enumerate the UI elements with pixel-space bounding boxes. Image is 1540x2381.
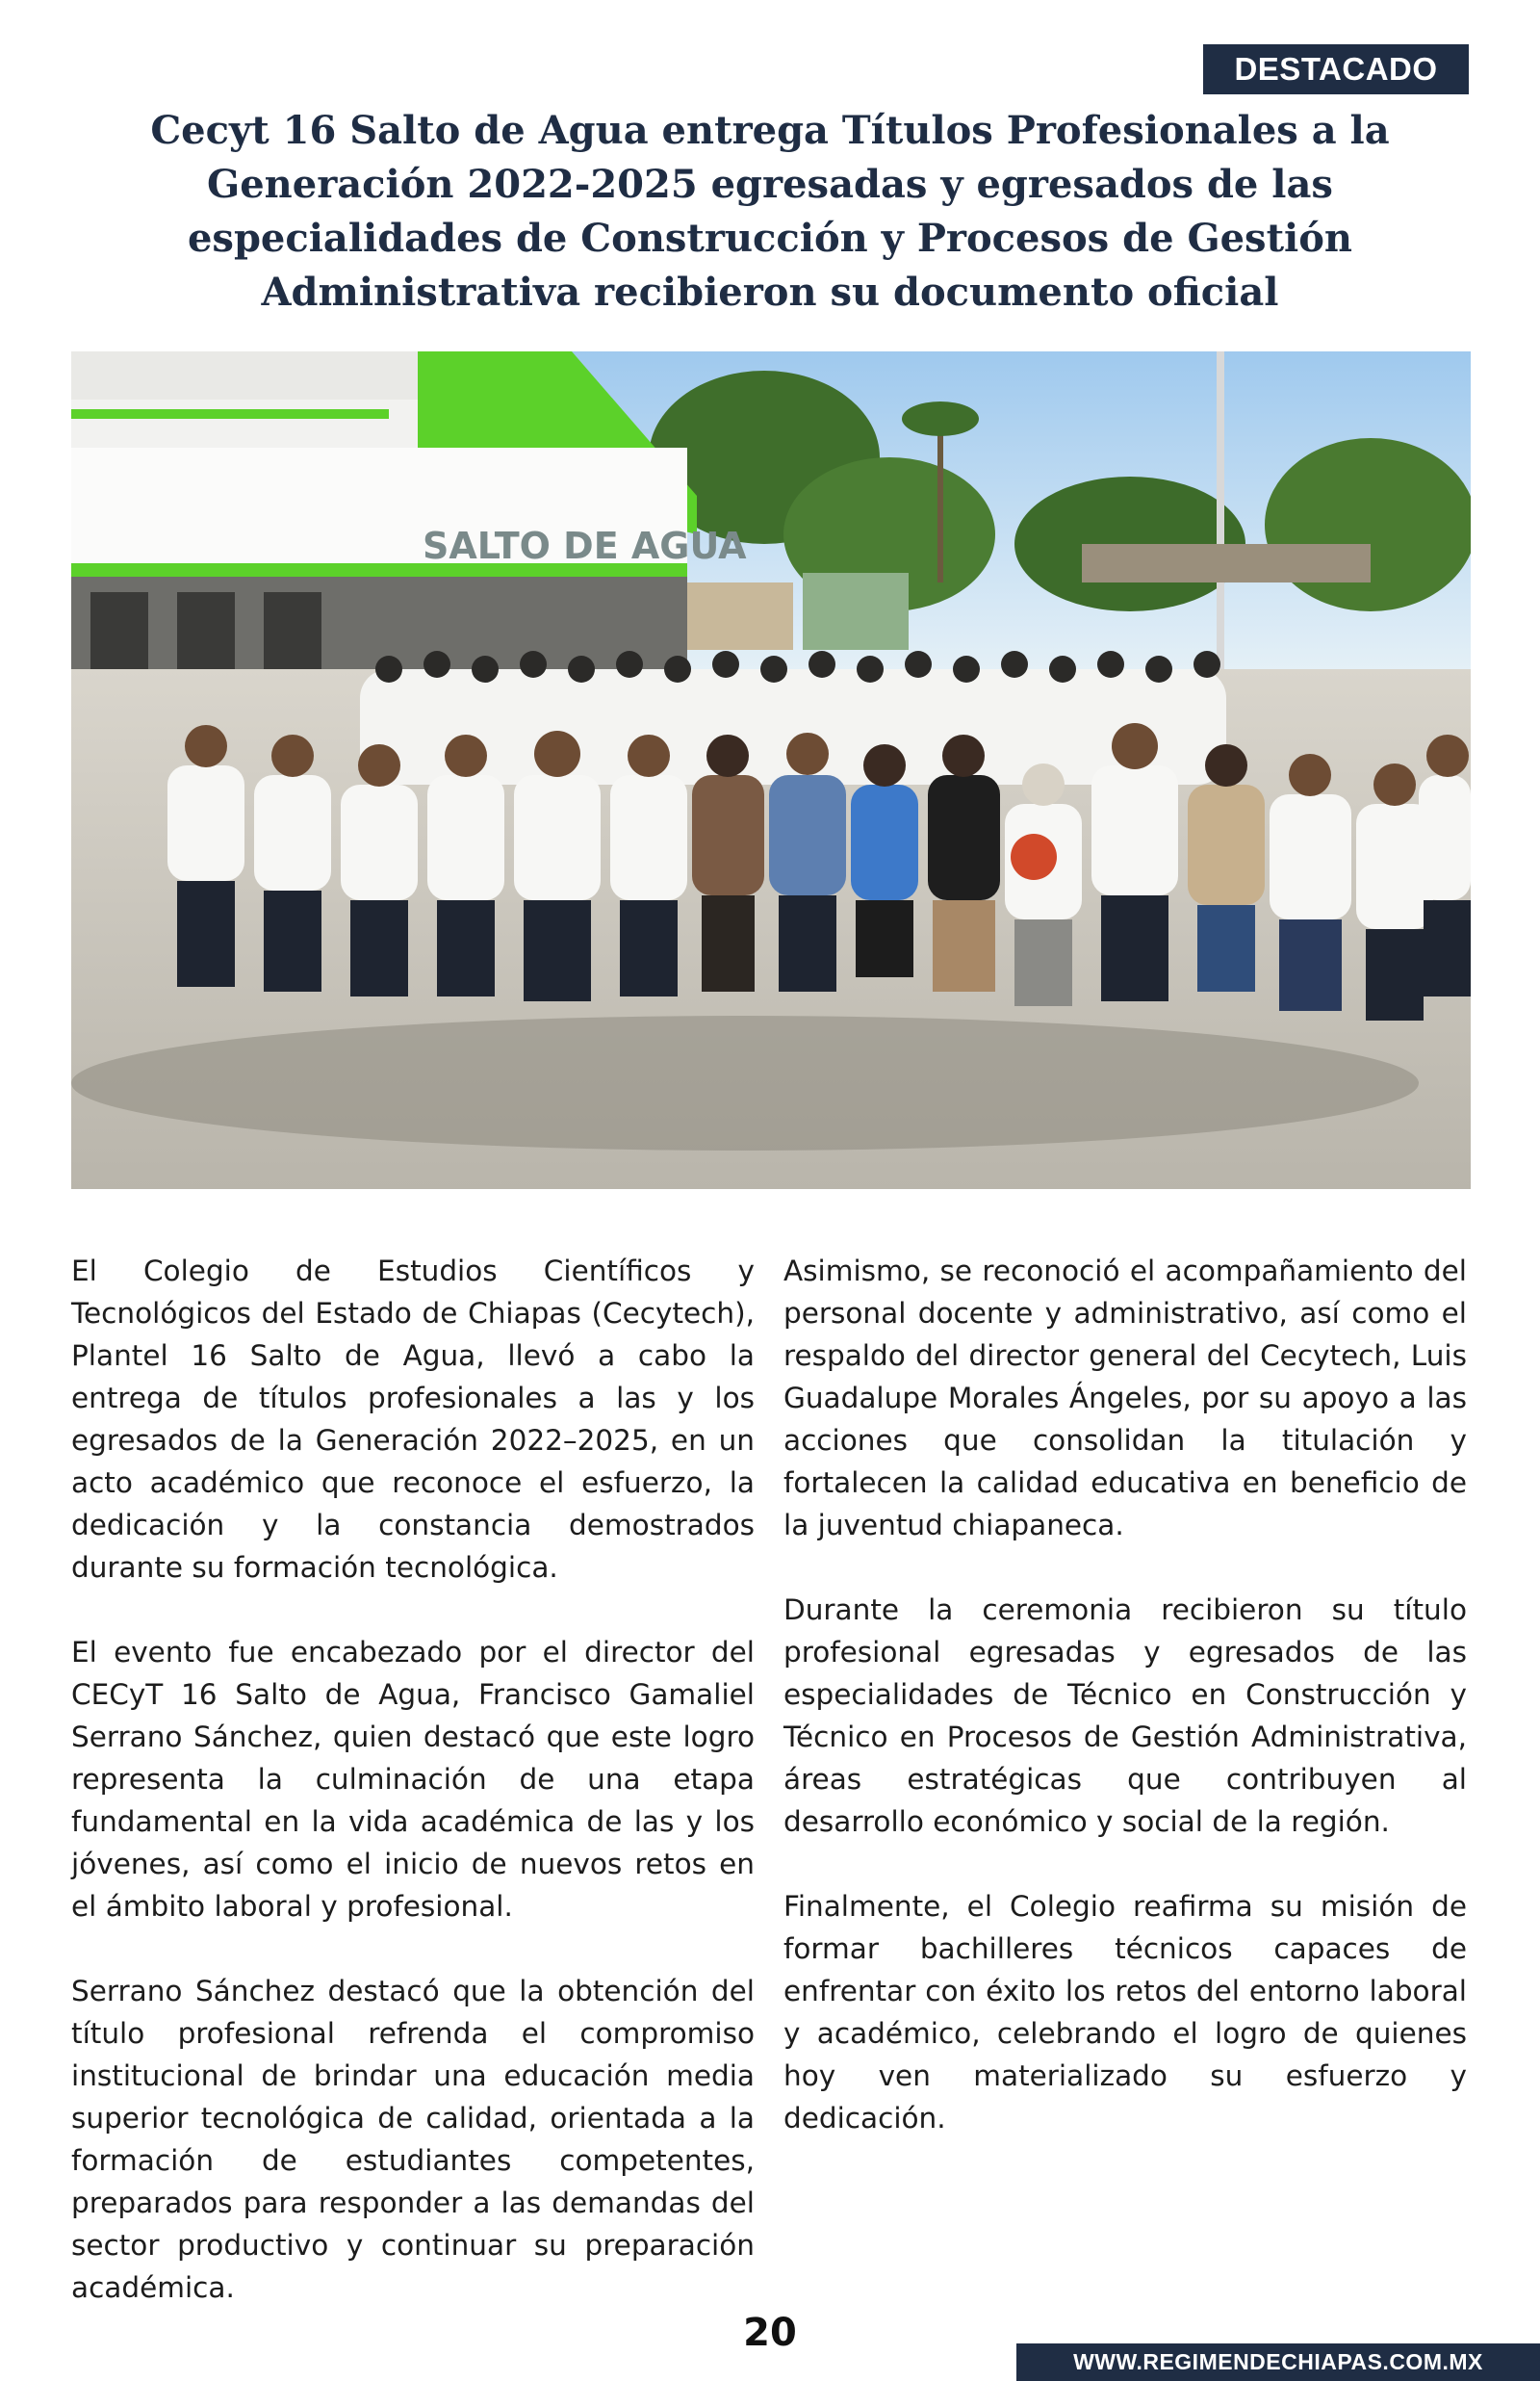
article-column-left [71,1250,755,2351]
article-column-right [783,1250,1467,2182]
group-photo-icon [71,351,1471,1189]
paragraph: Finalmente, el Colegio reafirma su misión de formar bachilleres técnicos capaces de enfrentar con éxito los retos del entorno laboral y académico, celebrando el logro de quienes hoy ven materializado su esfuerzo y dedicación. [783,1890,1467,2135]
website-url[interactable]: WWW.REGIMENDECHIAPAS.COM.MX [1016,2343,1540,2381]
paragraph: El evento fue encabezado por el director del CECyT 16 Salto de Agua, Francisco Gamaliel Serrano Sánchez, quien destacó que este logro representa la culminación de una etapa fundamental en la vida académica de las y los jóvenes, así como el inicio de nuevos retos en el ámbito laboral y profesional. [71,1636,755,1923]
paragraph: Asimismo, se reconoció el acompañamiento del personal docente y administrativo, así como el respaldo del director general del Cecytech, Luis Guadalupe Morales Ángeles, por su apoyo a las acciones que consolidan la titulación y fortalecen la calidad educativa en beneficio de la juventud chiapaneca. [783,1255,1467,1541]
paragraph: Durante la ceremonia recibieron su título profesional egresadas y egresados de las especialidades de Técnico en Construcción y Técnico en Procesos de Gestión Administrativa, áreas estratégicas que contribuyen al desarrollo económico y social de la región. [783,1593,1467,1838]
building-sign: SALTO DE AGUA [423,525,747,567]
paragraph: Serrano Sánchez destacó que la obtención del título profesional refrenda el compromiso institucional de brindar una educación media superior tecnológica de calidad, orientada a la formación de estudiantes competentes, preparados para responder a las demandas del sector productivo y continuar su preparación académica. [71,1975,755,2304]
section-badge: DESTACADO [1203,44,1469,94]
page-number: 20 [743,2311,797,2355]
paragraph: El Colegio de Estudios Científicos y Tecnológicos del Estado de Chiapas (Cecytech), Plantel 16 Salto de Agua, llevó a cabo la entrega de títulos profesionales a las y los egresados de la Generación 2022–2025, en un acto académico que reconoce el esfuerzo, la dedicación y la constancia demostrados durante su formación tecnológica. [71,1255,755,1584]
article-photo [71,351,1471,1189]
article-headline: Cecyt 16 Salto de Agua entrega Títulos Profesionales a la Generación 2022-2025 egresadas y egresados de las especialidades de Construcción y Procesos de Gestión Administrativa recibieron su documento oficial [150,108,1390,315]
